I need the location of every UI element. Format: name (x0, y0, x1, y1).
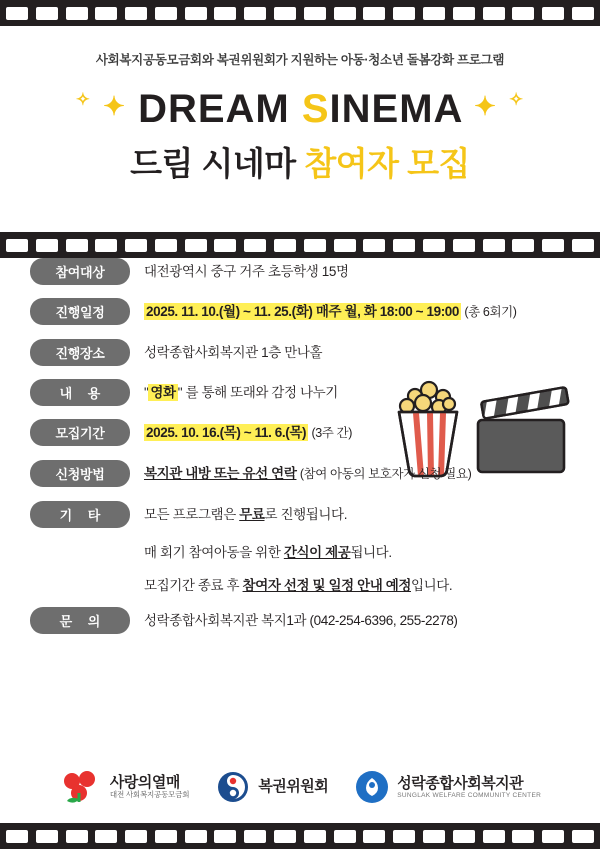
film-hole (185, 239, 207, 252)
info-row-content (0, 379, 600, 406)
government-emblem-icon (215, 770, 251, 804)
logo-lottery-commission (215, 770, 328, 804)
film-hole (155, 7, 177, 20)
film-hole (155, 830, 177, 843)
film-hole (155, 239, 177, 252)
film-hole (304, 830, 326, 843)
film-hole (304, 7, 326, 20)
row-highlight: 영화 (150, 385, 176, 400)
row-value: 성락종합사회복지관 1층 만나홀 (144, 345, 323, 360)
film-hole (66, 830, 88, 843)
film-strip-bottom (0, 823, 600, 849)
film-hole (572, 7, 594, 20)
row-suffix: (총 6회기) (464, 305, 517, 319)
film-hole (542, 7, 564, 20)
film-strip-top (0, 0, 600, 26)
title-en-highlight: S (301, 87, 330, 131)
poster-title-english (76, 86, 524, 132)
film-hole (572, 830, 594, 843)
film-hole (36, 830, 58, 843)
sunglak-mark-icon (354, 769, 390, 805)
poster-subtitle: 사회복지공동모금회와 복권위원회가 지원하는 아동·청소년 돌봄강화 프로그램 (95, 53, 505, 67)
row-tag: 내 용 (30, 379, 130, 406)
row-tag: 모집기간 (30, 419, 130, 446)
row-tag: 문 의 (30, 607, 130, 634)
film-hole (334, 239, 356, 252)
film-hole (6, 830, 28, 843)
title-ko: 드림 시네마 (130, 145, 296, 182)
note-prefix: 매 회기 참여아동을 위한 (144, 545, 284, 560)
film-hole (572, 239, 594, 252)
film-hole (423, 7, 445, 20)
film-hole (483, 239, 505, 252)
film-hole (274, 7, 296, 20)
film-hole (512, 7, 534, 20)
film-hole (95, 7, 117, 20)
info-row-schedule (0, 298, 600, 326)
film-hole (274, 830, 296, 843)
sparkle-icon: ✦ (103, 91, 126, 122)
row-tag: 참여대상 (30, 258, 130, 285)
row-value (130, 460, 600, 488)
logo-name: 성락종합사회복지관 (397, 774, 524, 792)
film-hole (214, 239, 236, 252)
film-hole (6, 239, 28, 252)
poster-header (0, 26, 600, 232)
logo-name: 사랑의열매 (109, 774, 180, 792)
film-hole (274, 239, 296, 252)
row-prefix: 모든 프로그램은 (144, 507, 240, 522)
row-value (130, 298, 600, 326)
sparkle-icon: ✧ (508, 89, 525, 109)
film-hole (244, 239, 266, 252)
film-hole (95, 239, 117, 252)
film-hole (393, 830, 415, 843)
row-value: 대전광역시 중구 거주 초등학생 15명 (144, 264, 349, 279)
film-hole (363, 7, 385, 20)
film-hole (393, 239, 415, 252)
logo-community-chest (59, 769, 189, 805)
info-row-application-period (0, 419, 600, 447)
film-hole (512, 830, 534, 843)
note-selection (0, 574, 600, 594)
film-hole (66, 239, 88, 252)
row-highlight: 2025. 11. 10.(월) ~ 11. 25.(화) 매주 월, 화 18:00 ~ 19:00 (146, 304, 460, 319)
info-row-how-to-apply (0, 460, 600, 488)
row-tag: 진행장소 (30, 339, 130, 366)
film-hole (483, 7, 505, 20)
film-hole (125, 239, 147, 252)
logo-text (397, 775, 541, 800)
poster-body (0, 258, 600, 647)
sparkle-icon: ✧ (75, 89, 92, 109)
film-hole (363, 830, 385, 843)
row-suffix: (참여 아동의 보호자가 신청 필요) (299, 467, 472, 481)
note-prefix: 모집기간 종료 후 (144, 578, 243, 593)
title-en-part2: INEMA (329, 87, 462, 131)
row-suffix: " 를 통해 또래와 감정 나누기 (177, 385, 338, 400)
row-prefix: " (144, 385, 149, 400)
film-hole (6, 7, 28, 20)
row-tag: 신청방법 (30, 460, 130, 487)
row-tag: 진행일정 (30, 298, 130, 325)
fruit-of-love-icon (59, 769, 103, 805)
logo-sub: SUNGLAK WELFARE COMMUNITY CENTER (397, 791, 542, 799)
row-value (130, 501, 600, 528)
film-hole (393, 7, 415, 20)
note-underline: 간식이 제공 (283, 545, 351, 560)
film-hole (423, 830, 445, 843)
film-hole (363, 239, 385, 252)
info-row-target (0, 258, 600, 285)
film-hole (304, 239, 326, 252)
note-suffix: 입니다. (411, 578, 453, 593)
footer-logos (0, 751, 600, 823)
row-underline: 무료 (239, 507, 265, 522)
info-row-contact (0, 607, 600, 634)
row-underline: 복지관 내방 또는 유선 연락 (144, 466, 297, 481)
film-hole (334, 830, 356, 843)
poster-title-korean (0, 138, 600, 185)
logo-text (110, 774, 189, 800)
film-hole (244, 7, 266, 20)
row-suffix: 로 진행됩니다. (264, 507, 348, 522)
logo-sub: 대전 사회복지공동모금회 (109, 790, 190, 800)
row-value (130, 419, 600, 447)
row-value: 성락종합사회복지관 복지1과 (042-254-6396, 255-2278) (144, 613, 458, 628)
row-highlight: 2025. 10. 16.(목) ~ 11. 6.(목) (146, 425, 307, 440)
film-hole (185, 830, 207, 843)
row-tag: 기 타 (30, 501, 130, 528)
note-underline: 참여자 선정 및 일정 안내 예정 (242, 578, 411, 593)
film-hole (542, 239, 564, 252)
film-hole (542, 830, 564, 843)
row-value (130, 379, 600, 406)
film-hole (512, 239, 534, 252)
film-hole (453, 830, 475, 843)
logo-text (258, 778, 328, 795)
film-hole (125, 7, 147, 20)
row-suffix: (3주 간) (311, 426, 352, 440)
film-hole (185, 7, 207, 20)
film-hole (214, 7, 236, 20)
film-hole (423, 239, 445, 252)
film-hole (453, 7, 475, 20)
film-hole (125, 830, 147, 843)
title-ko-highlight: 참여자 모집 (304, 145, 470, 182)
film-hole (453, 239, 475, 252)
film-hole (244, 830, 266, 843)
film-hole (334, 7, 356, 20)
film-hole (95, 830, 117, 843)
film-hole (66, 7, 88, 20)
note-snack (0, 541, 600, 561)
info-row-other (0, 501, 600, 528)
logo-name: 복권위원회 (258, 778, 329, 796)
sparkle-icon: ✦ (474, 91, 497, 122)
film-hole (483, 830, 505, 843)
film-hole (36, 239, 58, 252)
note-suffix: 됩니다. (350, 545, 392, 560)
logo-sunglak-center (354, 769, 541, 805)
film-hole (214, 830, 236, 843)
title-en-part1: DREAM (138, 87, 302, 131)
film-hole (36, 7, 58, 20)
info-row-venue (0, 339, 600, 366)
film-strip-middle (0, 232, 600, 258)
